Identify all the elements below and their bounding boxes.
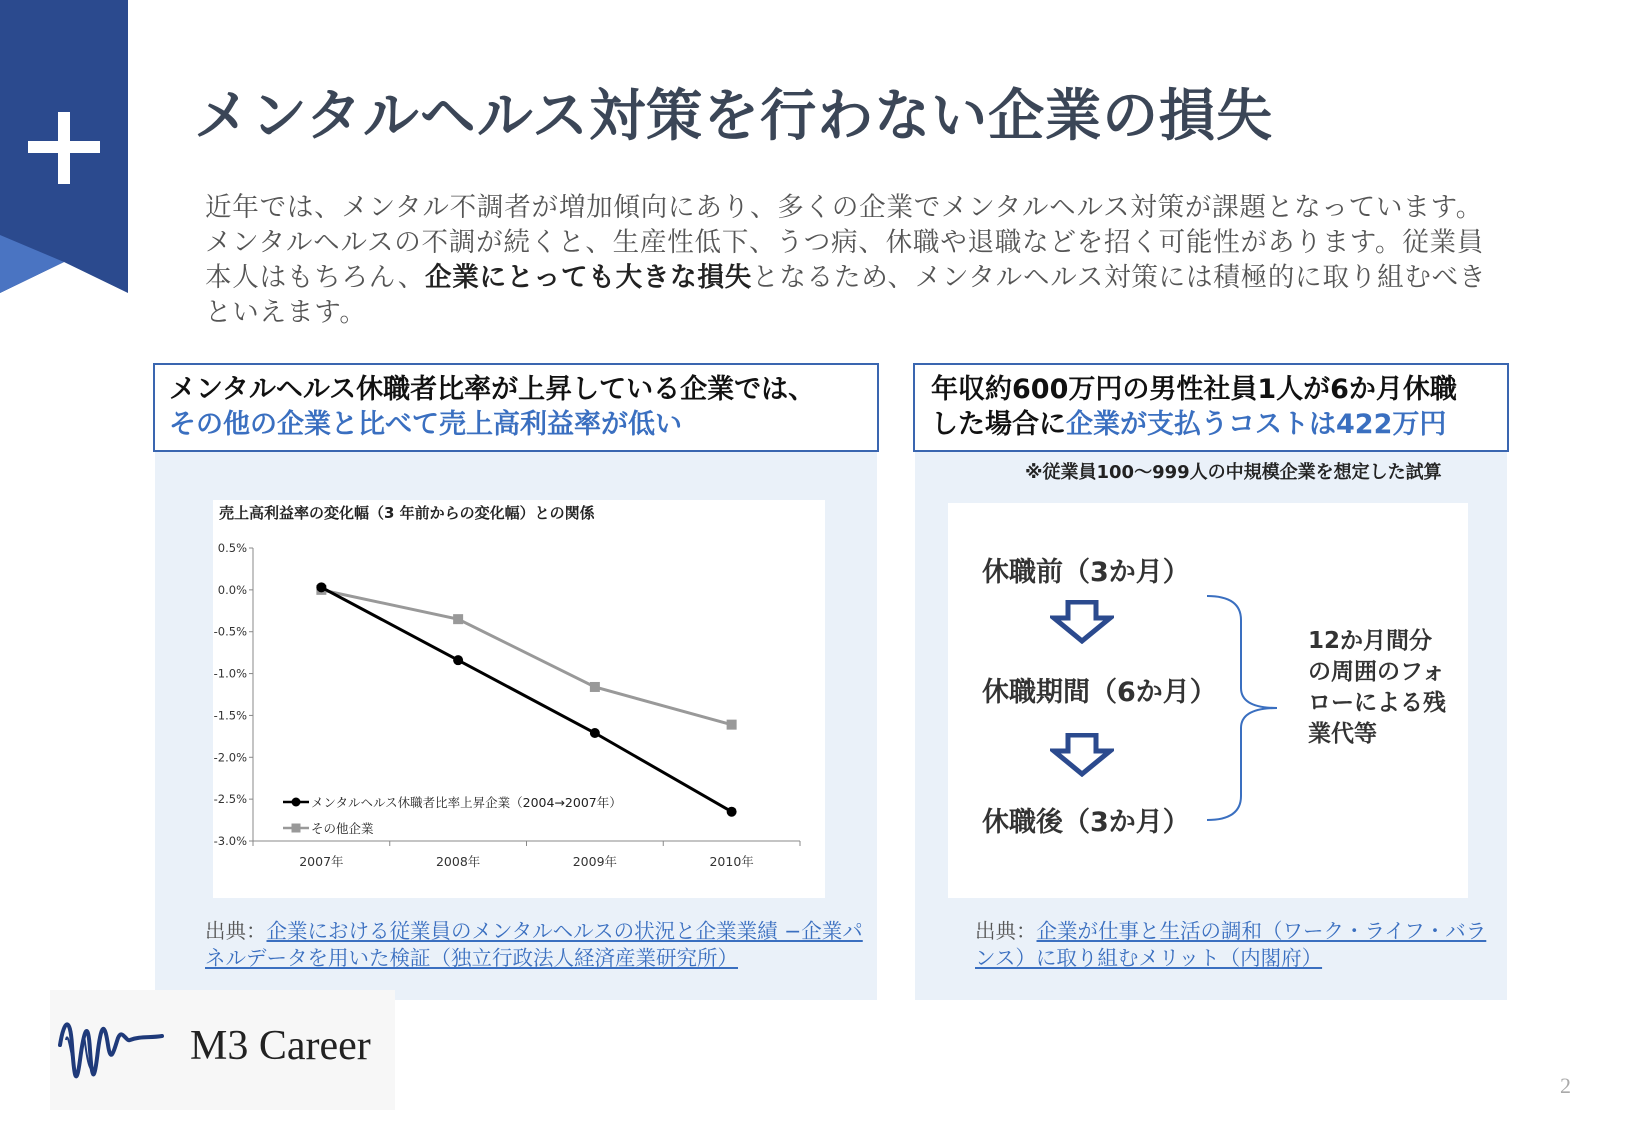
logo-text: M3 Career bbox=[190, 1023, 371, 1069]
data-point bbox=[590, 682, 600, 692]
data-point bbox=[316, 582, 326, 592]
y-tick-label: -2.5% bbox=[213, 792, 247, 807]
y-tick-label: -1.5% bbox=[213, 708, 247, 723]
legend-marker bbox=[292, 798, 301, 807]
data-point bbox=[453, 614, 463, 624]
arrow-down-icon bbox=[1050, 733, 1114, 777]
overtime-cost-note: 12か月間分の周囲のフォローによる残業代等 bbox=[1308, 628, 1446, 747]
data-point bbox=[727, 807, 737, 817]
data-point bbox=[590, 728, 600, 738]
x-tick-label: 2007年 bbox=[299, 854, 344, 869]
legend-label: メンタルヘルス休職者比率上昇企業（2004→2007年） bbox=[311, 795, 622, 810]
intro-emphasis: 企業にとっても大きな損失 bbox=[425, 262, 753, 293]
y-tick-label: -2.0% bbox=[213, 750, 247, 765]
page-title: メンタルヘルス対策を行わない企業の損失 bbox=[194, 84, 1274, 149]
y-tick-label: -1.0% bbox=[213, 666, 247, 681]
data-point bbox=[453, 655, 463, 665]
series-line-2 bbox=[321, 590, 731, 725]
x-tick-label: 2009年 bbox=[572, 854, 618, 869]
right-source bbox=[975, 918, 1495, 972]
intro-text-end: となるため、メンタルヘルス対策には積極的に取り組むべきといえます。 bbox=[205, 262, 1487, 328]
left-source bbox=[205, 918, 865, 972]
right-panel-heading bbox=[913, 363, 1509, 452]
left-heading-line1: メンタルヘルス休職者比率が上昇している企業では、 bbox=[169, 374, 816, 405]
legend-marker bbox=[292, 824, 301, 833]
arrow-down-icon bbox=[1050, 600, 1114, 644]
line-chart bbox=[213, 500, 825, 898]
y-tick-label: -0.5% bbox=[213, 624, 247, 639]
left-source-prefix: 出典： bbox=[205, 919, 267, 943]
left-heading-line2: その他の企業と比べて売上高利益率が低い bbox=[169, 409, 682, 440]
right-heading-line2 bbox=[931, 407, 1493, 442]
y-tick-label: 0.0% bbox=[217, 582, 247, 597]
left-panel-heading bbox=[153, 363, 879, 452]
right-heading-line2-plain: した場合に bbox=[931, 409, 1066, 440]
y-tick-label: 0.5% bbox=[217, 541, 247, 555]
page-number: 2 bbox=[1560, 1073, 1571, 1098]
x-tick-label: 2008年 bbox=[435, 854, 481, 869]
legend-label: その他企業 bbox=[311, 821, 374, 836]
intro-paragraph bbox=[205, 190, 1495, 330]
chart-container bbox=[213, 500, 825, 898]
series-line-1 bbox=[321, 587, 731, 811]
right-source-link[interactable]: 企業が仕事と生活の調和（ワーク・ライフ・バランス）に取り組むメリット（内閣府） bbox=[975, 919, 1487, 970]
chart-title: 売上高利益率の変化幅（3 年前からの変化幅）との関係 bbox=[219, 504, 595, 522]
flow-after-leave: 休職後（3か月） bbox=[982, 807, 1190, 838]
plus-icon bbox=[28, 112, 100, 184]
intro-text-start: 近年では、メンタル不調者が増加傾向にあり、多くの企業でメンタルヘルス対策が課題となっています。メンタルヘルスの不調が続くと、生産性低下、うつ病、休職や退職などを招く可能性があります。従業員本人はもちろん、 bbox=[205, 192, 1485, 293]
estimate-note: ※従業員100〜999人の中規模企業を想定した試算 bbox=[1025, 462, 1442, 483]
right-source-prefix: 出典： bbox=[975, 919, 1037, 943]
left-source-link[interactable]: 企業における従業員のメンタルヘルスの状況と企業業績 −企業パネルデータを用いた検証（独立行政法人経済産業研究所） bbox=[205, 919, 863, 970]
x-tick-label: 2010年 bbox=[709, 854, 754, 869]
flow-before-leave: 休職前（3か月） bbox=[982, 557, 1190, 588]
data-point bbox=[727, 720, 737, 730]
right-heading-line2-blue: 企業が支払うコストは422万円 bbox=[1066, 409, 1447, 440]
flow-leave-period: 休職期間（6か月） bbox=[982, 677, 1217, 708]
y-tick-label: -3.0% bbox=[213, 834, 247, 848]
right-brace-icon bbox=[1205, 592, 1280, 824]
right-heading-line1: 年収約600万円の男性社員1人が6か月休職 bbox=[931, 374, 1457, 405]
